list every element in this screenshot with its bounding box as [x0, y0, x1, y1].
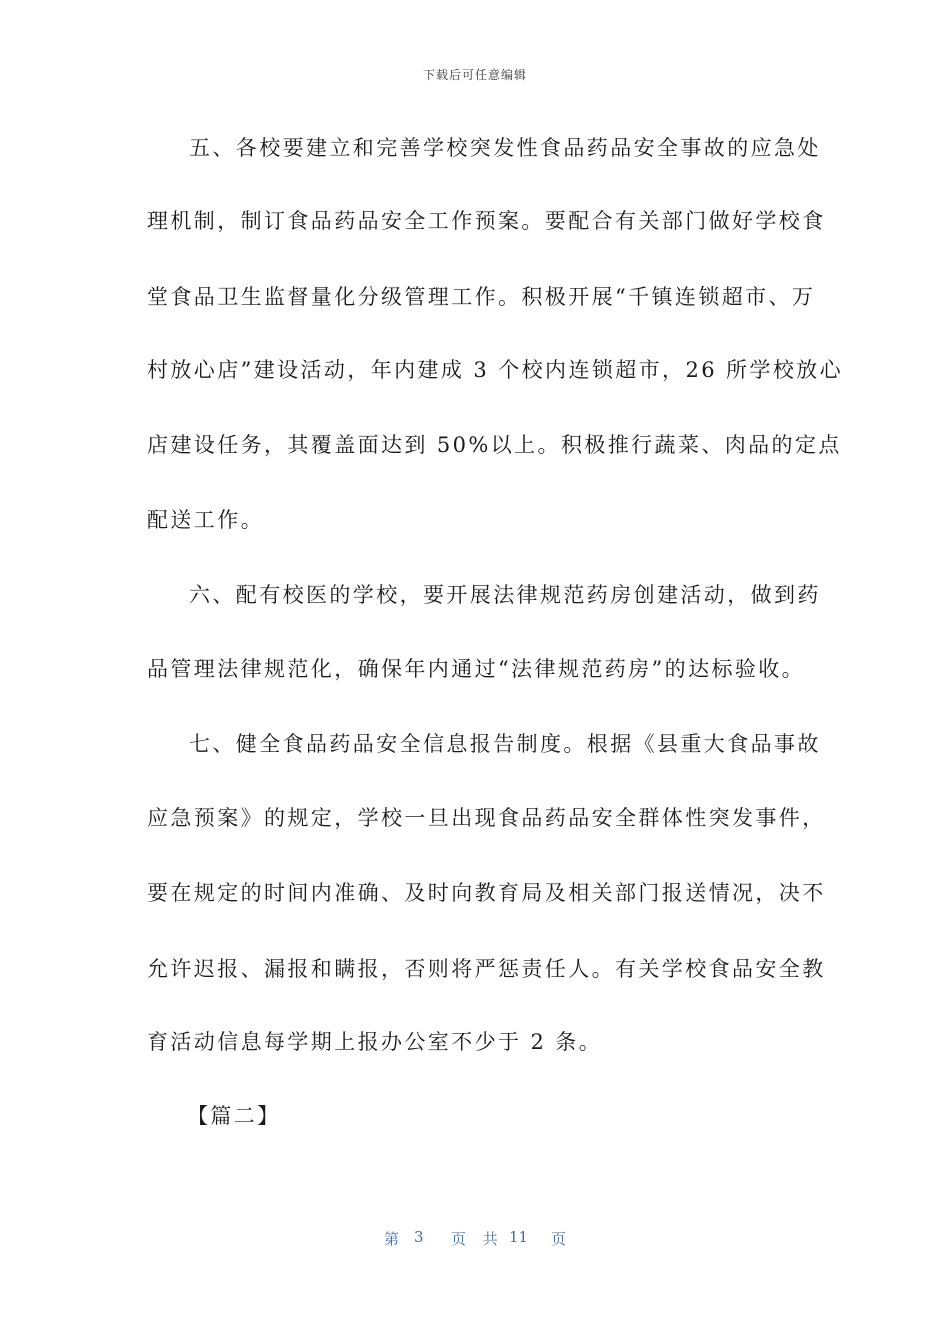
paragraph-7-line-3: 要在规定的时间内准确、及时向教育局及相关部门报送情况，决不 — [147, 881, 826, 905]
paragraph-5-line-1: 五、各校要建立和完善学校突发性食品药品安全事故的应急处 — [189, 136, 821, 160]
section-heading: 【篇二】 — [187, 1104, 281, 1128]
footer-current-page: 3 — [414, 1228, 424, 1246]
header-note: 下载后可任意编辑 — [422, 68, 527, 82]
paragraph-5-line-4: 村放心店”建设活动，年内建成 3 个校内连锁超市，26 所学校放心 — [147, 358, 844, 382]
paragraph-7-line-4: 允许迟报、漏报和瞒报，否则将严惩责任人。有关学校食品安全教 — [147, 957, 826, 981]
footer-page-mid: 页 共 — [451, 1230, 504, 1248]
paragraph-5-line-5: 店建设任务，其覆盖面达到 50%以上。积极推行蔬菜、肉品的定点 — [147, 433, 842, 457]
paragraph-6-line-2: 品管理法律规范化，确保年内通过“法律规范药房”的达标验收。 — [147, 657, 806, 681]
paragraph-5-line-6: 配送工作。 — [147, 508, 264, 532]
footer-total-pages: 11 — [509, 1228, 529, 1246]
footer-page-prefix: 第 — [384, 1230, 400, 1248]
paragraph-7-line-5: 育活动信息每学期上报办公室不少于 2 条。 — [147, 1030, 603, 1054]
paragraph-5-line-3: 堂食品卫生监督量化分级管理工作。积极开展“千镇连锁超市、万 — [147, 285, 816, 309]
paragraph-7-line-1: 七、健全食品药品安全信息报告制度。根据《县重大食品事故 — [189, 732, 821, 756]
page-footer — [0, 1228, 950, 1250]
paragraph-7-line-2: 应急预案》的规定，学校一旦出现食品药品安全群体性突发事件， — [147, 806, 826, 830]
footer-page-suffix: 页 — [551, 1230, 567, 1248]
paragraph-6-line-1: 六、配有校医的学校，要开展法律规范药房创建活动，做到药 — [189, 583, 821, 607]
paragraph-5-line-2: 理机制，制订食品药品安全工作预案。要配合有关部门做好学校食 — [147, 209, 826, 233]
